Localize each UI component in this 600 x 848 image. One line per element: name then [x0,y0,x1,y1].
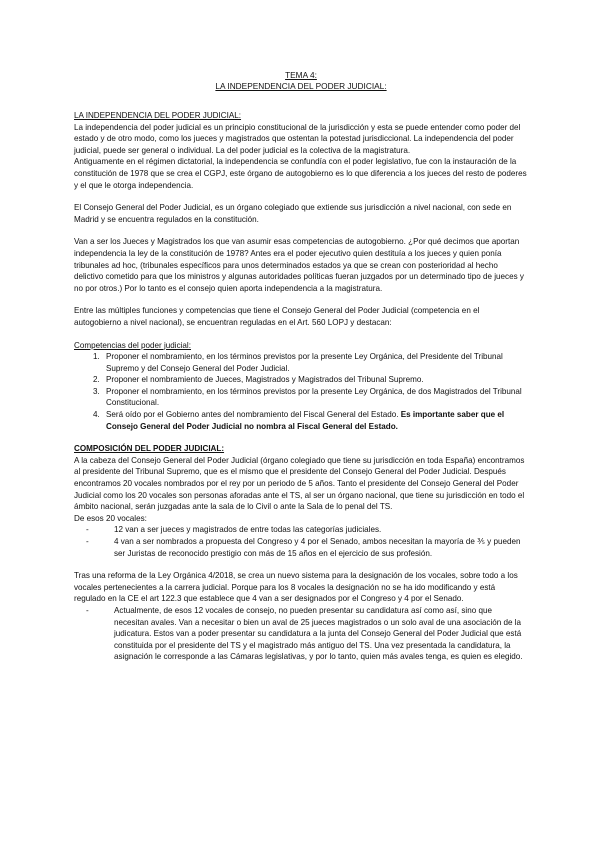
list-item: 1. Proponer el nombramiento, en los términos previstos por la presente Ley Orgánica, del Presidente del Tribunal Supremo y del Consejo General del Poder Judicial. [102,351,528,374]
paragraph: Van a ser los Jueces y Magistrados los que van asumir esas competencias de autogobierno. ¿Por qué decimos que aportan independencia la ley de la constitución de 1978? Antes era el poder ejecutivo quien destituía a los jueces y quien ponía tribunales ad hoc, (tribunales específicos para unos determinados estados ya que se crean con posterioridad al hecho delictivo cometido para que los ministros y algunas autoridades políticas fueran juzgados por un determinado tipo de jueces y no por otros.) Por lo tanto es el consejo quien aporta independencia a la magistratura. [74,237,524,293]
list-item: - Actualmente, de esos 12 vocales de consejo, no pueden presentar su candidatura así como así, sino que necesitan avales. Van a necesitar o bien un aval de 25 jueces magistrados o un solo aval de una asociación de la judicatura. Estos van a poder presentar su candidatura a la junta del Consejo General del Poder Judicial que está constituida por el presidente del TS y el magistrado más antiguo del TS. Una vez presentada la candidatura, la asignación le corresponde a las Cámaras legislativas, y por lo tanto, quien más avales tenga, es quien es elegido. [102,605,528,663]
paragraph: Entre las múltiples funciones y competencias que tiene el Consejo General del Poder Judicial (competencia en el autogobierno a nivel nacional), se encuentran reguladas en el Art. 560 LOPJ y destacan: [74,306,480,327]
vocales-list [74,524,528,559]
section-heading-competencias: Competencias del poder judicial: [74,340,191,350]
section-heading-independencia: LA INDEPENDENCIA DEL PODER JUDICIAL: [74,111,242,120]
document-title-line1: TEMA 4: [285,70,317,80]
paragraph: La independencia del poder judicial es un principio constitucional de la jurisdicción y esta se puede entender como poder del estado y de otro modo, como los jueces y magistrados que ostentan la potestad jurisdiccional. La independencia del poder judicial, puede ser general o individual. La del poder judicial es la colectiva de la magistratura. [74,122,521,155]
document-body [74,70,528,663]
list-item-emphasis: Es importante saber que el Consejo General del Poder Judicial no nombra al Fiscal General del Estado. [106,410,505,431]
paragraph: El Consejo General del Poder Judicial, es un órgano colegiado que extiende sus jurisdicción a nivel nacional, con sede en Madrid y se encuentra regulados en la constitución. [74,203,512,224]
paragraph: Antiguamente en el régimen dictatorial, la independencia se confundía con el poder legislativo, fue con la instauración de la constitución de 1978 que se crea el CGPJ, este órgano de autogobierno es lo que diferencia a los jueces del resto de poderes y el que le otorga independencia. [74,157,527,190]
avales-list [74,605,528,663]
list-item: - 12 van a ser jueces y magistrados de entre todas las categorías judiciales. [102,524,528,536]
document-title-line2: LA INDEPENDENCIA DEL PODER JUDICIAL: [215,80,387,91]
list-item: 3. Proponer el nombramiento, en los términos previstos por la presente Ley Orgánica, de dos Magistrados del Tribunal Constitucional. [102,386,528,409]
competencias-list [74,351,528,432]
paragraph: De esos 20 vocales: [74,513,147,523]
paragraph: A la cabeza del Consejo General del Poder Judicial (órgano colegiado que tiene su jurisdicción en toda España) encontramos al presidente del Tribunal Supremo, que es el mismo que el presidente del Consejo General del Poder Judicial. Después encontramos 20 vocales nombrados por el rey por un periodo de 5 años. Tanto el presidente del Consejo General del Poder Judicial como los 20 vocales son personas aforadas ante el TS, al ser un órgano nacional, que tiene su jurisdicción en todo el ámbito nacional, serán juzgadas ante la sala de lo Civil o ante la Sala de lo penal del TS. [74,455,525,512]
section-heading-composicion: COMPOSICIÓN DEL PODER JUDICIAL: [74,444,225,454]
list-item [102,409,528,432]
paragraph: Tras una reforma de la Ley Orgánica 4/2018, se crea un nuevo sistema para la designación de los vocales, sobre todo a los vocales pertenecientes a la carrera judicial. Porque para los 8 vocales la designación no se ha ido modificando y está regulado en la CE el art 122.3 que establece que 4 van a ser designados por el Congreso y 4 por el Senado. [74,571,518,604]
list-item: - 4 van a ser nombrados a propuesta del Congreso y 4 por el Senado, ambos necesitan la mayoría de ⅗ y pueden ser Juristas de reconocido prestigio con más de 15 años en el ejercicio de sus profesión. [102,536,528,559]
list-item-text: Será oído por el Gobierno antes del nombramiento del Fiscal General del Estado. [106,410,399,420]
list-item: 2. Proponer el nombramiento de Jueces, Magistrados y Magistrados del Tribunal Supremo. [102,374,528,386]
